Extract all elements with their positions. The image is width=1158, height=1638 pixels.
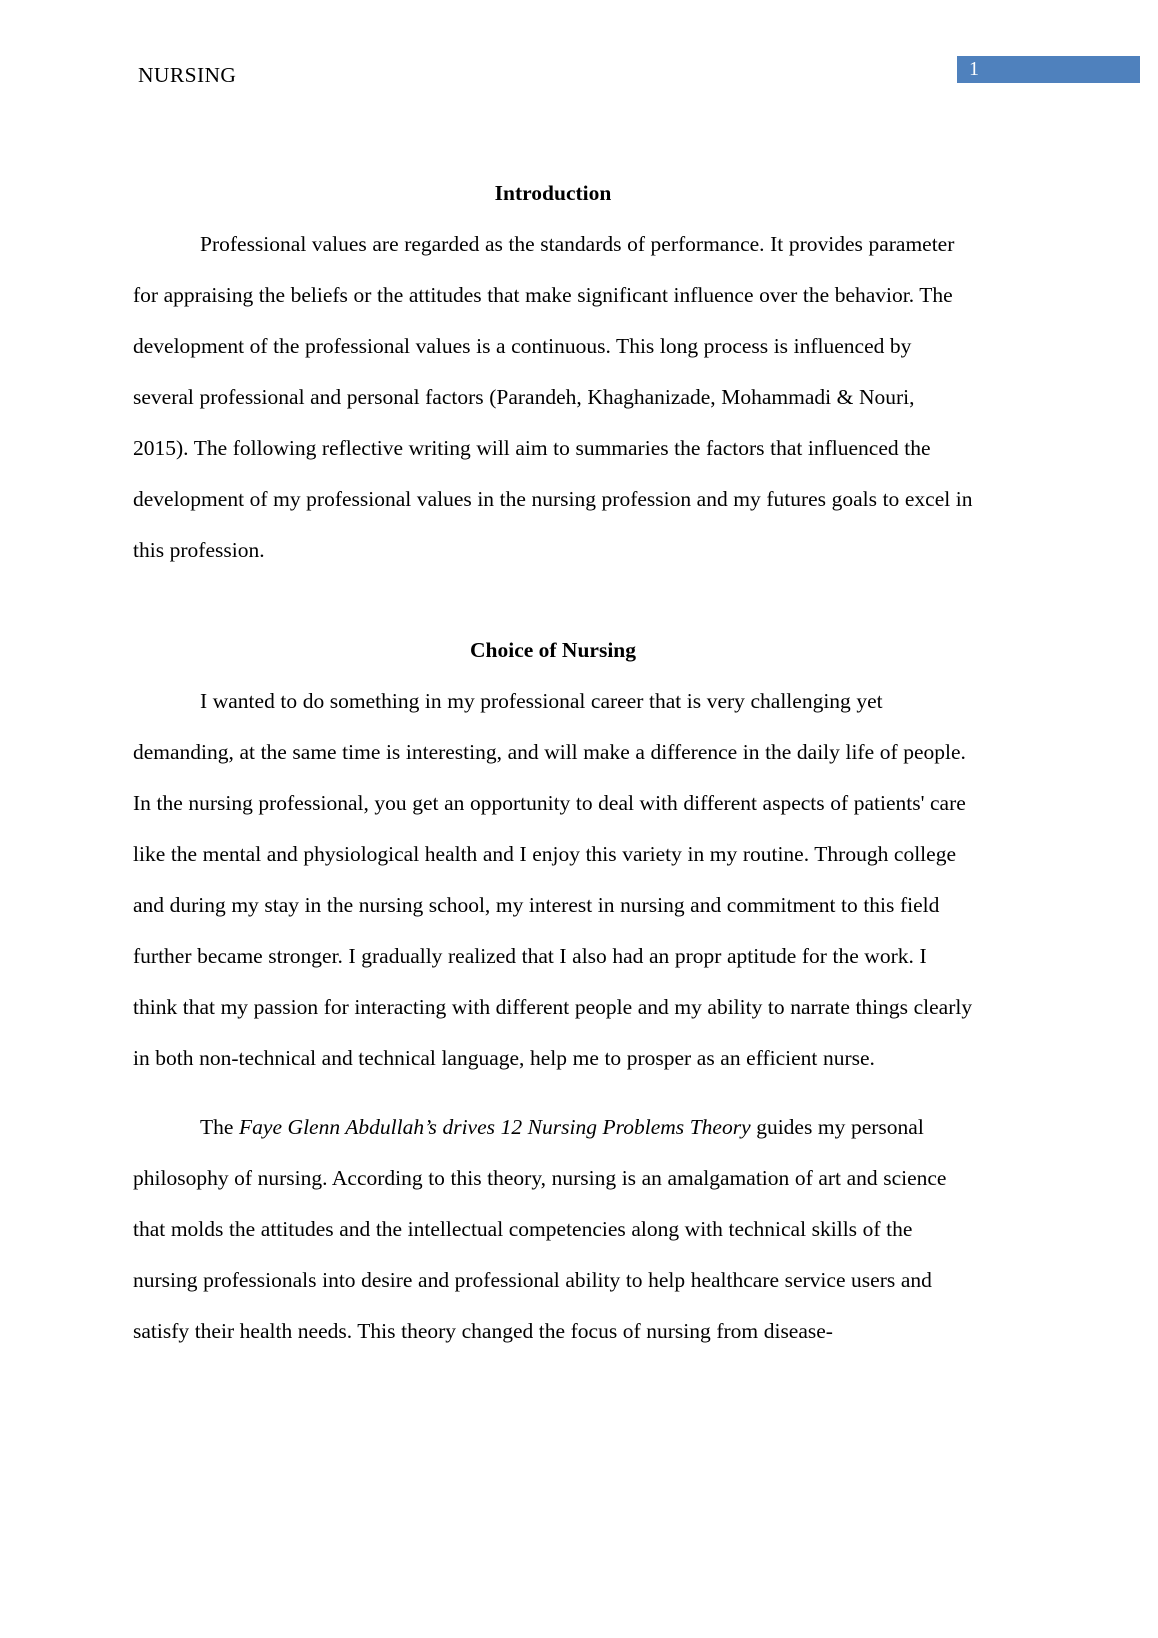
text-run-normal: guides my personal philosophy of nursing. According to this theory, nursing is an amalgamation of art and science that molds the attitudes and the intellectual competencies along with technical skills of the nursing professionals into desire and professional ability to help healthcare service users and satisfy their health needs. This theory changed the focus of nursing from disease- (133, 1115, 947, 1343)
paragraph-choice-of-nursing-2 (133, 1102, 973, 1357)
paragraph-gap (133, 1084, 973, 1102)
paragraph-choice-of-nursing-1 (133, 676, 973, 1084)
section-gap (133, 576, 973, 625)
text-run-normal: Professional values are regarded as the standards of performance. It provides parameter for appraising the beliefs or the attitudes that make significant influence over the behavior. The development of the professional values is a continuous. This long process is influenced by several professional and personal factors (Parandeh, Khaghanizade, Mohammadi & Nouri, 2015). The following reflective writing will aim to summaries the factors that influenced the development of my professional values in the nursing profession and my futures goals to excel in this profession. (133, 232, 973, 562)
text-run-normal: I wanted to do something in my professional career that is very challenging yet demanding, at the same time is interesting, and will make a difference in the daily life of people. In the nursing professional, you get an opportunity to deal with different aspects of patients' care like the mental and physiological health and I enjoy this variety in my routine. Through college and during my stay in the nursing school, my interest in nursing and commitment to this field further became stronger. I gradually realized that I also had an propr aptitude for the work. I think that my passion for interacting with different people and my ability to narrate things clearly in both non-technical and technical language, help me to prosper as an efficient nurse. (133, 689, 973, 1070)
page-number-badge (957, 56, 1140, 83)
text-run-italic: Faye Glenn Abdullah’s drives 12 Nursing Problems Theory (239, 1115, 751, 1139)
section-heading-introduction: Introduction (494, 181, 612, 205)
paragraph-introduction-1 (133, 219, 973, 576)
text-run-normal: The (200, 1115, 240, 1139)
running-header (0, 54, 1158, 94)
section-heading-choice-of-nursing: Choice of Nursing (469, 638, 637, 662)
document-body (133, 168, 973, 1357)
page-number-text: 1 (969, 58, 979, 80)
running-head-text: NURSING (138, 63, 237, 87)
